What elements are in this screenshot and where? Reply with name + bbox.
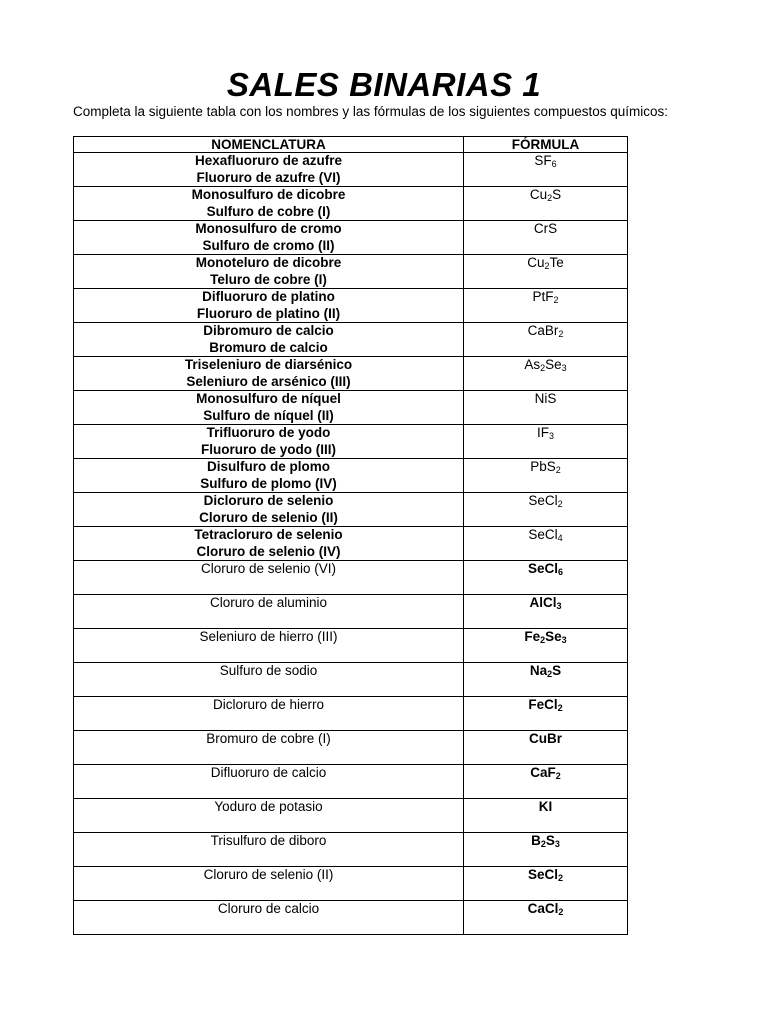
formula-symbol: SeCl	[528, 527, 558, 542]
table-row	[74, 357, 628, 391]
compound-name-alt: Fluoruro de yodo (III)	[201, 441, 336, 457]
formula-symbol: B	[531, 833, 541, 848]
compound-name: Trifluoruro de yodo	[206, 425, 331, 440]
formula-subscript: 2	[555, 771, 561, 781]
instructions-text: Completa la siguiente tabla con los nombres y las fórmulas de los siguientes compuestos químicos:	[73, 104, 669, 119]
table-row	[74, 391, 628, 425]
formula-symbol: Na	[529, 663, 548, 678]
compound-name: Cloruro de selenio (II)	[203, 867, 334, 882]
formula-cell	[464, 459, 628, 493]
formula-symbol: S	[552, 187, 562, 202]
compound-name-cell	[74, 799, 464, 833]
table-row	[74, 255, 628, 289]
formula-symbol: CaF	[530, 765, 556, 780]
formula-cell	[464, 187, 628, 221]
compound-name-cell	[74, 289, 464, 323]
compound-name-alt: Bromuro de calcio	[209, 339, 328, 355]
formula-subscript: 2	[547, 669, 553, 679]
table-row	[74, 765, 628, 799]
formula-subscript: 6	[558, 567, 564, 577]
table-row	[74, 799, 628, 833]
formula-symbol: Te	[549, 255, 564, 270]
formula-subscript: 2	[558, 907, 564, 917]
compound-name-cell	[74, 255, 464, 289]
formula-symbol: SeCl	[527, 561, 558, 576]
formula-cell	[464, 425, 628, 459]
page-title: SALES BINARIAS 1	[226, 66, 542, 103]
compound-name-alt: Fluoruro de platino (II)	[196, 305, 341, 321]
compound-name-alt: Sulfuro de plomo (IV)	[200, 475, 337, 491]
formula-subscript: 3	[556, 601, 562, 611]
formula-symbol: AlCl	[529, 595, 557, 610]
formula-cell	[464, 153, 628, 187]
compound-name-cell	[74, 867, 464, 901]
formula-subscript: 2	[540, 363, 546, 373]
header-formula: FÓRMULA	[464, 137, 628, 153]
formula-symbol: PtF	[532, 289, 554, 304]
formula-cell	[464, 697, 628, 731]
table-row	[74, 901, 628, 935]
formula-subscript: 3	[548, 431, 554, 441]
compound-name-alt: Sulfuro de cobre (I)	[206, 203, 331, 219]
compound-name: Monosulfuro de cromo	[195, 221, 342, 236]
header-nomenclatura: NOMENCLATURA	[74, 137, 464, 153]
compound-name: Tetracloruro de selenio	[194, 527, 343, 542]
compound-name: Sulfuro de sodio	[219, 663, 318, 678]
formula-subscript: 2	[547, 193, 553, 203]
compound-name: Trisulfuro de diboro	[210, 833, 327, 848]
formula-cell	[464, 561, 628, 595]
compound-name-cell	[74, 221, 464, 255]
table-row	[74, 527, 628, 561]
formula-symbol: FeCl	[528, 697, 558, 712]
formula-cell	[464, 289, 628, 323]
compound-name-cell	[74, 595, 464, 629]
compound-name: Yoduro de potasio	[214, 799, 323, 814]
compound-name: Cloruro de selenio (VI)	[200, 561, 337, 576]
formula-symbol: SF	[534, 153, 552, 168]
compound-name-cell	[74, 493, 464, 527]
formula-subscript: 2	[555, 465, 561, 475]
compound-name-cell	[74, 901, 464, 935]
formula-subscript: 4	[557, 533, 563, 543]
formula-symbol: SeCl	[528, 493, 558, 508]
formula-symbol: Cu	[527, 255, 545, 270]
formula-symbol: NiS	[534, 391, 557, 406]
formula-symbol: KI	[538, 799, 553, 814]
table-row	[74, 289, 628, 323]
table-row	[74, 731, 628, 765]
compound-name-cell	[74, 629, 464, 663]
compound-name-alt: Fluoruro de azufre (VI)	[196, 169, 341, 185]
compound-name-alt: Sulfuro de cromo (II)	[202, 237, 335, 253]
compound-name-cell	[74, 561, 464, 595]
formula-cell	[464, 527, 628, 561]
formula-symbol: CaBr	[527, 323, 559, 338]
table-row	[74, 629, 628, 663]
formula-cell	[464, 357, 628, 391]
formula-subscript: 3	[554, 839, 560, 849]
formula-subscript: 3	[561, 363, 567, 373]
compound-name-cell	[74, 391, 464, 425]
formula-cell	[464, 255, 628, 289]
compound-name-alt: Cloruro de selenio (IV)	[196, 543, 341, 559]
table-row	[74, 697, 628, 731]
formula-subscript: 2	[557, 499, 563, 509]
compound-name-cell	[74, 425, 464, 459]
formula-subscript: 3	[561, 635, 567, 645]
compound-name-cell	[74, 153, 464, 187]
formula-subscript: 2	[558, 329, 564, 339]
formula-symbol: S	[552, 663, 562, 678]
compound-name: Monosulfuro de dicobre	[191, 187, 346, 202]
compound-name-alt: Cloruro de selenio (II)	[199, 509, 338, 525]
formula-cell	[464, 221, 628, 255]
formula-symbol: As	[524, 357, 541, 372]
compound-name-cell	[74, 731, 464, 765]
formula-cell	[464, 629, 628, 663]
formula-subscript: 2	[557, 703, 563, 713]
formula-cell	[464, 765, 628, 799]
compound-name: Dicloruro de hierro	[212, 697, 325, 712]
formula-symbol: SeCl	[527, 867, 558, 882]
compound-name: Disulfuro de plomo	[207, 459, 330, 474]
formula-cell	[464, 901, 628, 935]
formula-symbol: S	[545, 833, 555, 848]
formula-cell	[464, 323, 628, 357]
compound-name: Cloruro de calcio	[217, 901, 320, 916]
formula-subscript: 2	[558, 873, 564, 883]
formula-symbol: CuBr	[529, 731, 562, 746]
formula-subscript: 2	[540, 839, 546, 849]
table-row	[74, 221, 628, 255]
table-row	[74, 459, 628, 493]
formula-subscript: 6	[551, 159, 557, 169]
formula-symbol: PbS	[530, 459, 556, 474]
table-row	[74, 187, 628, 221]
formula-cell	[464, 391, 628, 425]
table-row	[74, 153, 628, 187]
formula-cell	[464, 799, 628, 833]
table-row	[74, 493, 628, 527]
formula-cell	[464, 493, 628, 527]
formula-symbol: Cu	[529, 187, 548, 202]
formula-symbol: Se	[545, 357, 562, 372]
formula-cell	[464, 663, 628, 697]
compound-name-cell	[74, 697, 464, 731]
compound-name-cell	[74, 527, 464, 561]
formula-symbol: CrS	[533, 221, 558, 236]
compound-name-alt: Teluro de cobre (I)	[210, 271, 327, 287]
formula-cell	[464, 867, 628, 901]
formula-cell	[464, 833, 628, 867]
table-body	[74, 153, 628, 935]
compound-name: Dibromuro de calcio	[203, 323, 334, 338]
table-row	[74, 833, 628, 867]
formula-subscript: 2	[544, 261, 550, 271]
compound-name-cell	[74, 187, 464, 221]
compound-name-cell	[74, 459, 464, 493]
table-row	[74, 595, 628, 629]
formula-symbol: Fe	[524, 629, 541, 644]
formula-subscript: 2	[553, 295, 559, 305]
table-row	[74, 323, 628, 357]
compound-name: Cloruro de aluminio	[209, 595, 328, 610]
table-row	[74, 867, 628, 901]
formula-cell	[464, 731, 628, 765]
table-row	[74, 663, 628, 697]
formula-symbol: IF	[536, 425, 549, 440]
compound-name: Bromuro de cobre (I)	[206, 731, 331, 746]
compound-name: Triseleniuro de diarsénico	[184, 357, 353, 372]
compound-name-cell	[74, 323, 464, 357]
compound-name-alt: Seleniuro de arsénico (III)	[186, 373, 351, 389]
compound-name-cell	[74, 765, 464, 799]
compound-name: Hexafluoruro de azufre	[194, 153, 343, 168]
compound-name: Seleniuro de hierro (III)	[199, 629, 338, 644]
compound-name: Dicloruro de selenio	[203, 493, 334, 508]
compound-name: Difluoruro de platino	[202, 289, 335, 304]
compound-name: Difluoruro de calcio	[210, 765, 327, 780]
table-header-row	[74, 137, 628, 153]
compound-name: Monosulfuro de níquel	[196, 391, 341, 406]
formula-symbol: Se	[545, 629, 562, 644]
table-row	[74, 425, 628, 459]
compound-name-cell	[74, 833, 464, 867]
table-row	[74, 561, 628, 595]
compound-name-alt: Sulfuro de níquel (II)	[203, 407, 334, 423]
compound-name: Monoteluro de dicobre	[195, 255, 342, 270]
compound-name-cell	[74, 663, 464, 697]
formula-cell	[464, 595, 628, 629]
compounds-table	[73, 136, 628, 935]
formula-symbol: CaCl	[527, 901, 559, 916]
formula-subscript: 2	[540, 635, 546, 645]
compound-name-cell	[74, 357, 464, 391]
